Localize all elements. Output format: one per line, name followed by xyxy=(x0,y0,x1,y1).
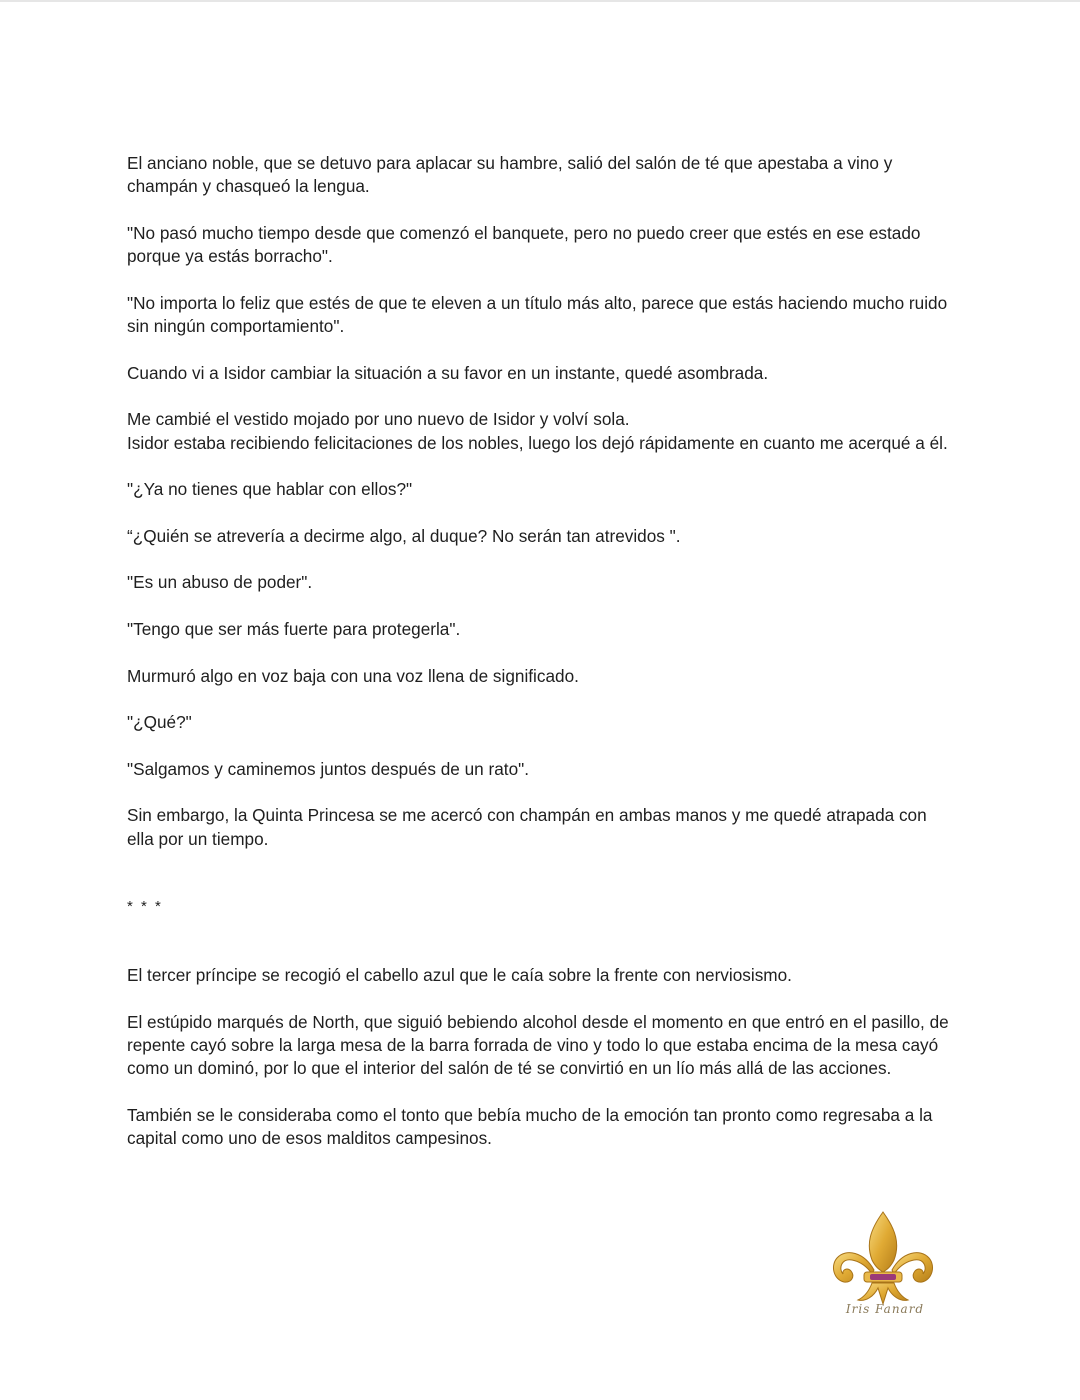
paragraph: "¿Ya no tienes que hablar con ellos?" xyxy=(127,479,413,500)
paragraph: Murmuró algo en voz baja con una voz llena de significado. xyxy=(127,665,579,686)
paragraph: Sin embargo, la Quinta Princesa se me acercó con champán en ambas manos y me quedé atrapada con ella por un tiempo. xyxy=(127,805,927,849)
paragraph: El estúpido marqués de North, que siguió bebiendo alcohol desde el momento en que entró en el pasillo, de repente cayó sobre la larga mesa de la barra forrada de vino y todo lo que estaba encima de la mesa cayó como un dominó, por lo que el interior del salón de té se convirtió en un lío más allá de las acciones. xyxy=(127,1011,949,1079)
top-divider xyxy=(0,0,1080,2)
paragraph: El tercer príncipe se recogió el cabello azul que le caía sobre la frente con nerviosismo. xyxy=(127,965,792,986)
paragraph: "Tengo que ser más fuerte para protegerla". xyxy=(127,618,461,639)
paragraph: "¿Qué?" xyxy=(127,712,192,733)
paragraph: Cuando vi a Isidor cambiar la situación a su favor en un instante, quedé asombrada. xyxy=(127,362,769,383)
paragraph: "Es un abuso de poder". xyxy=(127,572,313,593)
paragraph: "No pasó mucho tiempo desde que comenzó el banquete, pero no puedo creer que estés en ese estado porque ya estás borracho". xyxy=(127,222,921,267)
paragraph: “¿Quién se atrevería a decirme algo, al duque? No serán tan atrevidos ". xyxy=(127,525,681,546)
logo-signature: Iris Fanard xyxy=(845,1302,925,1316)
scene-break: * * * xyxy=(127,897,163,915)
paragraph: El anciano noble, que se detuvo para aplacar su hambre, salió del salón de té que apestaba a vino y champán y chasqueó la lengua. xyxy=(127,153,893,197)
paragraph: Me cambié el vestido mojado por uno nuevo de Isidor y volví sola. xyxy=(127,409,630,430)
paragraph: "No importa lo feliz que estés de que te eleven a un título más alto, parece que estás haciendo mucho ruido sin ningún comportamiento". xyxy=(127,292,948,337)
document-body xyxy=(127,152,957,1151)
paragraph: "Salgamos y caminemos juntos después de un rato". xyxy=(127,758,530,779)
paragraph: También se le consideraba como el tonto que bebía mucho de la emoción tan pronto como regresaba a la capital como uno de esos malditos campesinos. xyxy=(127,1104,933,1149)
paragraph: Isidor estaba recibiendo felicitaciones de los nobles, luego los dejó rápidamente en cuanto me acerqué a él. xyxy=(127,432,948,453)
